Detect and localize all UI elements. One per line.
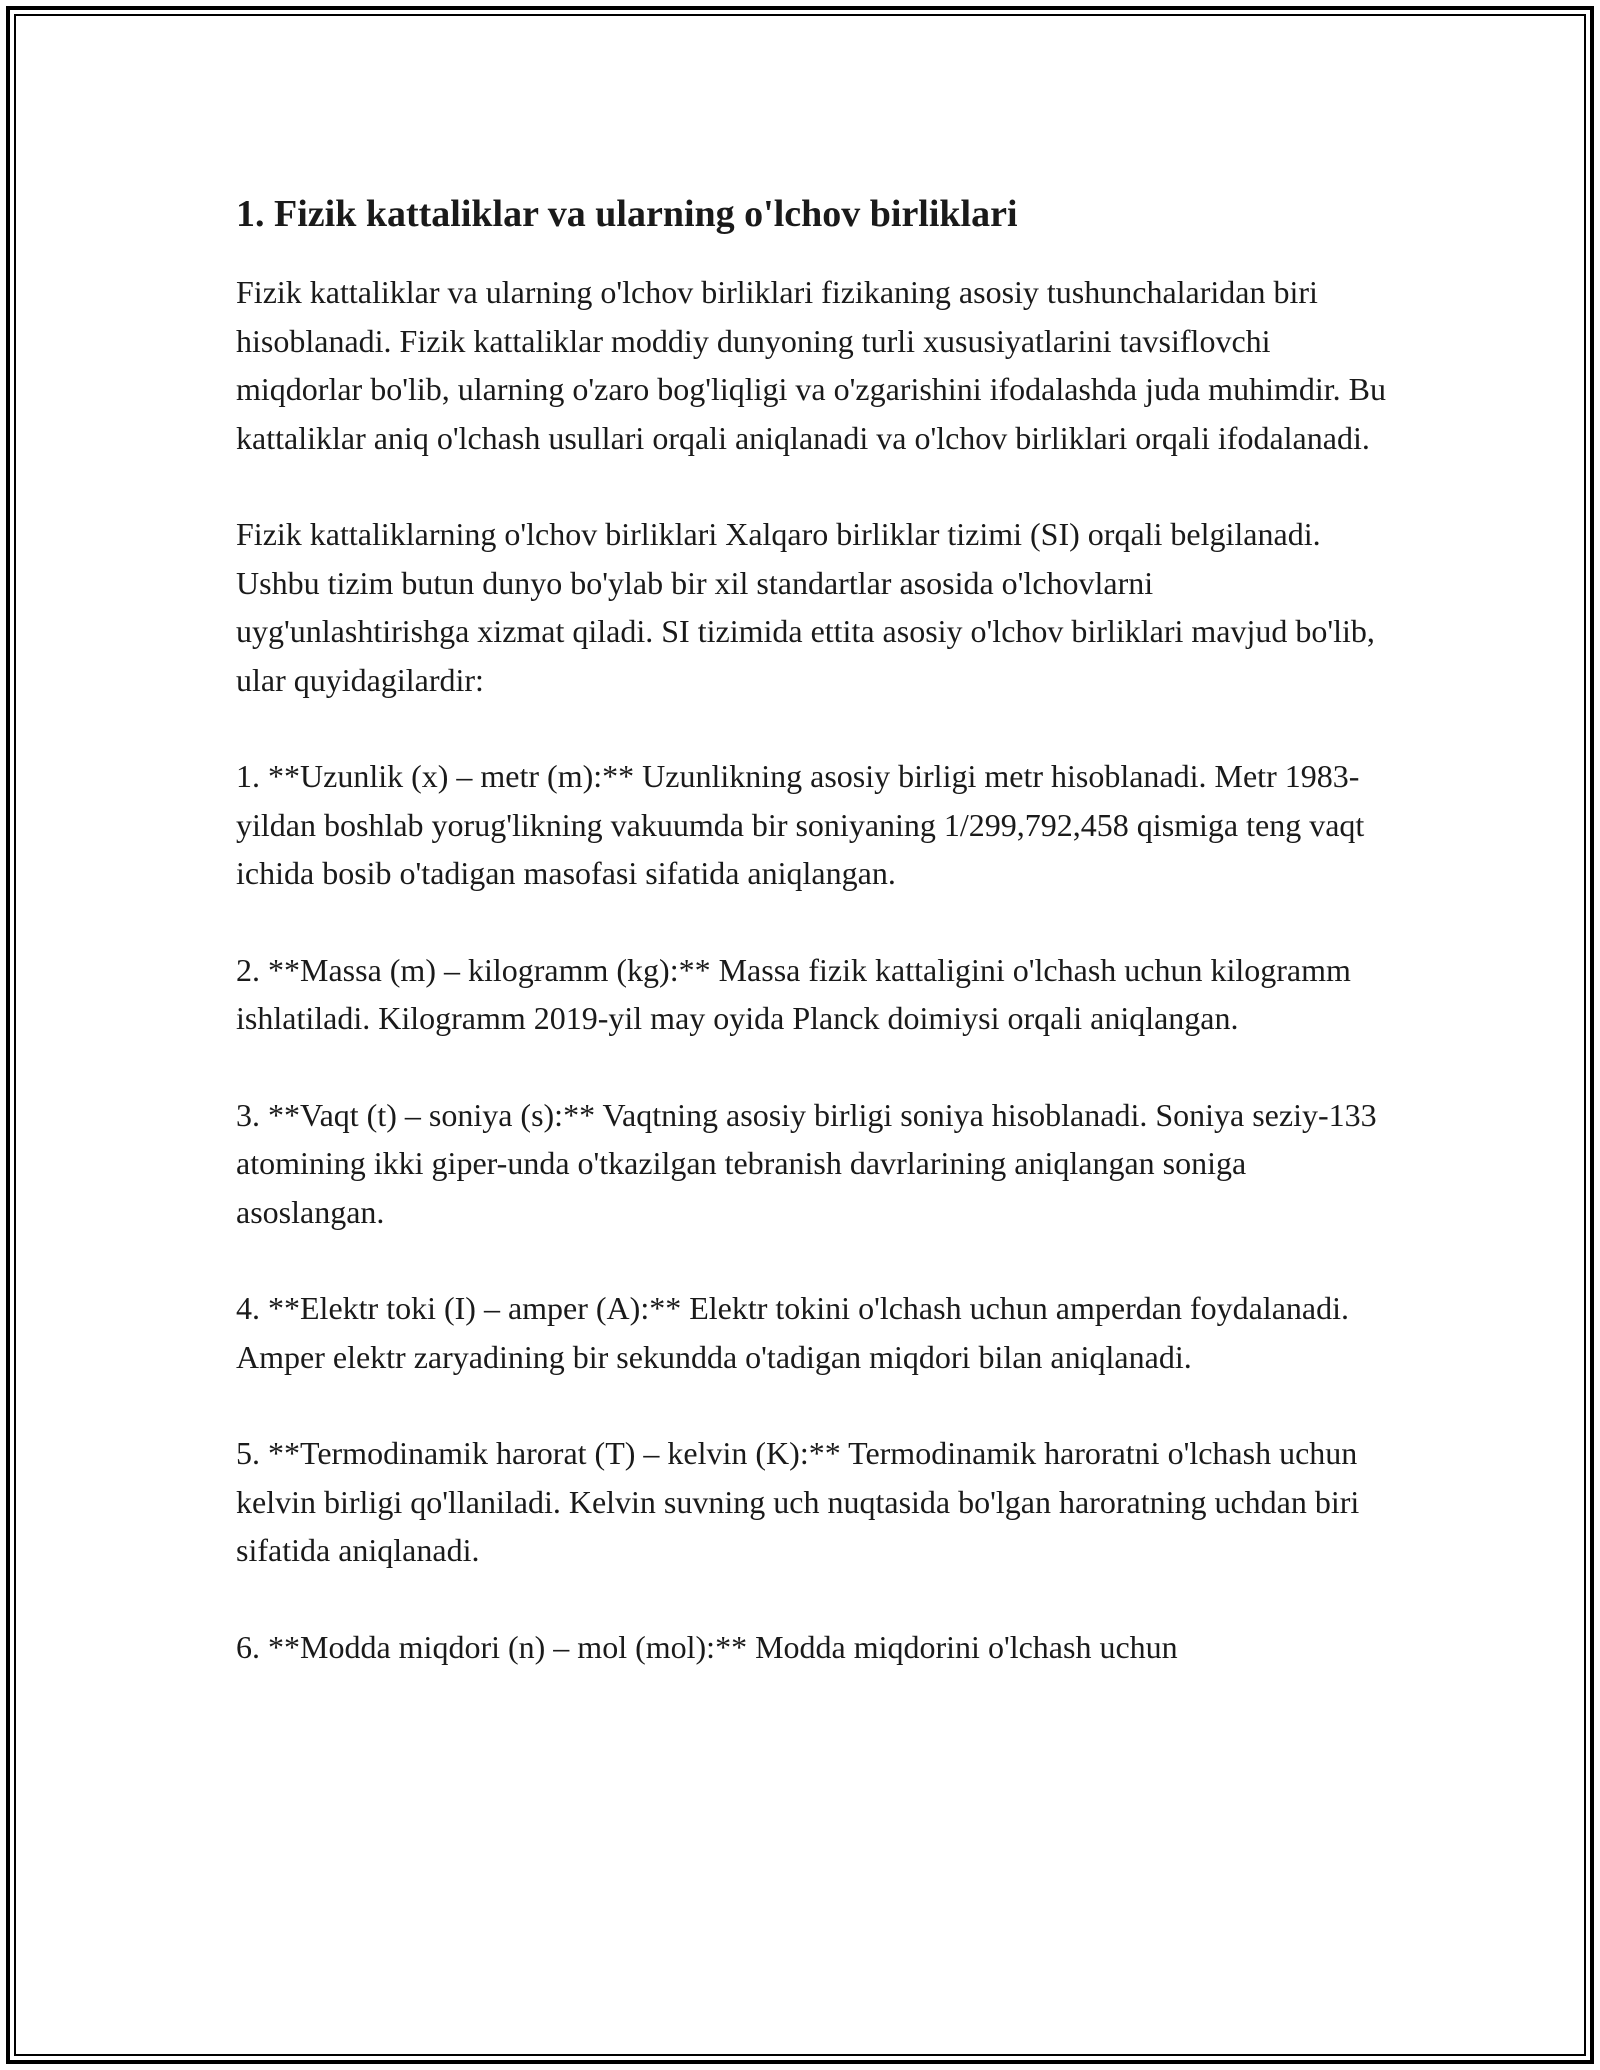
intro-paragraph: Fizik kattaliklar va ularning o'lchov birliklari fizikaning asosiy tushunchalaridan biri hisoblanadi. Fizik kattaliklar moddiy dunyoning turli xususiyatlarini tavsiflovchi miqdorlar bo'lib, ularning o'zaro bog'liqligi va o'zgarishini ifodalashda juda muhimdir. Bu kattaliklar aniq o'lchash usullari orqali aniqlanadi va o'lchov birliklari orqali ifodalanadi. (236, 274, 1386, 456)
document-page (236, 188, 1386, 1719)
list-item-current: 4. **Elektr toki (I) – amper (A):** Elektr tokini o'lchash uchun amperdan foydalanadi. Amper elektr zaryadining bir sekundda o'tadigan miqdori bilan aniqlanadi. (236, 1290, 1349, 1375)
list-item-time: 3. **Vaqt (t) – soniya (s):** Vaqtning asosiy birligi soniya hisoblanadi. Soniya seziy-133 atomining ikki giper-unda o'tkazilgan tebranish davrlarining aniqlangan soniga asoslangan. (236, 1096, 1377, 1230)
list-item-temperature: 5. **Termodinamik harorat (T) – kelvin (K):** Termodinamik haroratni o'lchash uchun kelvin birligi qo'llaniladi. Kelvin suvning uch nuqtasida bo'lgan haroratning uchdan biri sifatida aniqlanadi. (236, 1435, 1360, 1568)
document-title: 1. Fizik kattaliklar va ularning o'lchov birliklari (236, 193, 1018, 235)
list-item-mass: 2. **Massa (m) – kilogramm (kg):** Massa fizik kattaligini o'lchash uchun kilogramm ishlatiladi. Kilogramm 2019-yil may oyida Planck doimiysi orqali aniqlangan. (236, 951, 1351, 1036)
list-item-length: 1. **Uzunlik (x) – metr (m):** Uzunlikning asosiy birligi metr hisoblanadi. Metr 1983-yildan boshlab yorug'likning vakuumda bir soniyaning 1/299,792,458 qismiga teng vaqt ichida bosib o'tadigan masofasi sifatida aniqlangan. (236, 758, 1365, 891)
list-item-amount: 6. **Modda miqdori (n) – mol (mol):** Modda miqdorini o'lchash uchun (236, 1628, 1178, 1665)
si-system-paragraph: Fizik kattaliklarning o'lchov birliklari Xalqaro birliklar tizimi (SI) orqali belgilanadi. Ushbu tizim butun dunyo bo'ylab bir xil standartlar asosida o'lchovlarni uyg'unlashtirishga xizmat qiladi. SI tizimida ettita asosiy o'lchov birliklari mavjud bo'lib, ular quyidagilardir: (236, 516, 1375, 698)
